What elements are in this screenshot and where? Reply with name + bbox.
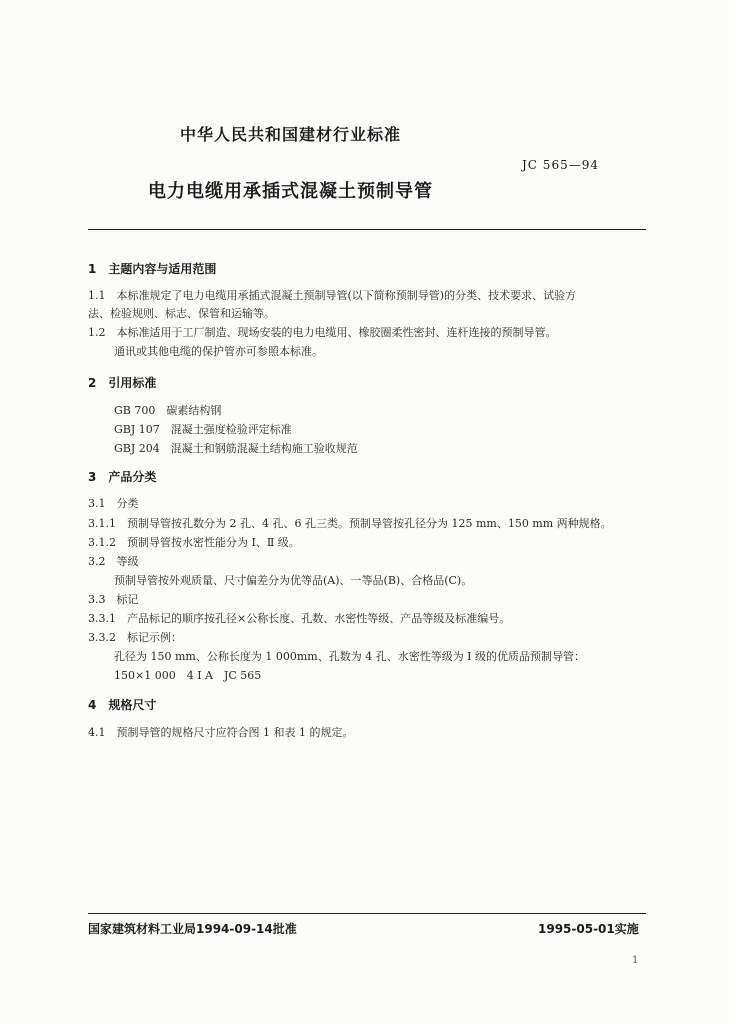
clause-4-1: 4.1 预制导管的规格尺寸应符合图 1 和表 1 的规定。: [88, 726, 354, 739]
clause-3-3: 3.3 标记: [88, 593, 139, 606]
clause-1-2-line2: 通讯或其他电缆的保护管亦可参照本标准。: [114, 345, 323, 358]
clause-1-1-line2: 法、检验规则、标志、保管和运输等。: [88, 307, 275, 320]
approval-date: 国家建筑材料工业局1994-09-14批准: [88, 922, 297, 936]
section-3-heading: 3 产品分类: [88, 470, 157, 484]
document-title: 电力电缆用承插式混凝土预制导管: [148, 181, 433, 202]
reference-gbj107: GBJ 107 混凝土强度检验评定标准: [114, 423, 292, 436]
clause-3-3-2-example: 孔径为 150 mm、公称长度为 1 000mm、孔数为 4 孔、水密性等级为 Ⅰ 级的优质品预制导管：: [114, 650, 586, 663]
clause-3-1-2: 3.1.2 预制导管按水密性能分为 Ⅰ、Ⅱ 级。: [88, 536, 300, 549]
clause-3-2-text: 预制导管按外观质量、尺寸偏差分为优等品(A)、一等品(B)、合格品(C)。: [114, 574, 473, 587]
clause-3-1-1: 3.1.1 预制导管按孔数分为 2 孔、4 孔、6 孔三类。预制导管按孔径分为 125 mm、150 mm 两种规格。: [88, 517, 612, 530]
section-2-heading: 2 引用标准: [88, 376, 157, 390]
clause-3-3-2: 3.3.2 标记示例：: [88, 631, 182, 644]
footer-divider: [88, 913, 646, 914]
page-number: 1: [632, 955, 639, 966]
product-marking-example: 150×1 000 4 Ⅰ A JC 565: [114, 669, 262, 682]
clause-3-3-1: 3.3.1 产品标记的顺序按孔径×公称长度、孔数、水密性等级、产品等级及标准编号。: [88, 612, 511, 625]
header-divider: [88, 229, 646, 230]
reference-gb700: GB 700 碳素结构钢: [114, 404, 222, 417]
section-1-heading: 1 主题内容与适用范围: [88, 262, 217, 276]
effective-date: 1995-05-01实施: [538, 922, 639, 936]
standard-code: JC 565—94: [522, 158, 599, 172]
reference-gbj204: GBJ 204 混凝土和钢筋混凝土结构施工验收规范: [114, 442, 358, 455]
clause-3-2: 3.2 等级: [88, 555, 139, 568]
clause-1-2-line1: 1.2 本标准适用于工厂制造、现场安装的电力电缆用、橡胶圈柔性密封、连杆连接的预制导管。: [88, 326, 557, 339]
clause-1-1-line1: 1.1 本标准规定了电力电缆用承插式混凝土预制导管(以下简称预制导管)的分类、技术要求、试验方: [88, 289, 577, 302]
section-4-heading: 4 规格尺寸: [88, 698, 157, 712]
clause-3-1: 3.1 分类: [88, 497, 139, 510]
issuing-body-title: 中华人民共和国建材行业标准: [180, 125, 402, 144]
